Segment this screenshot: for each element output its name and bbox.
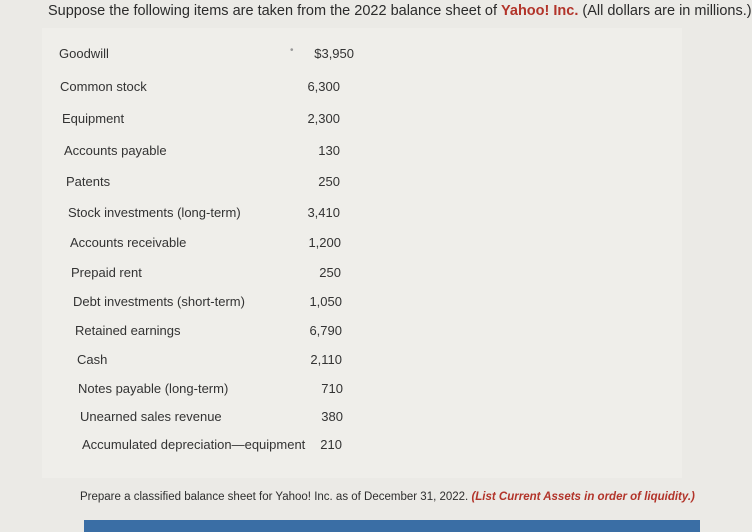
item-label-stock-investments: Stock investments (long-term) <box>68 205 241 220</box>
item-amount-accumulated-depreciation: 210 <box>320 437 342 452</box>
item-label-cash: Cash <box>77 352 108 367</box>
item-amount-common-stock: 6,300 <box>307 79 340 94</box>
item-amount-patents: 250 <box>318 174 340 189</box>
item-amount-cash: 2,110 <box>310 352 342 367</box>
item-amount-accounts-payable: 130 <box>318 143 340 158</box>
item-amount-stock-investments: 3,410 <box>307 205 340 220</box>
item-amount-accounts-receivable: 1,200 <box>308 235 341 250</box>
item-label-prepaid-rent: Prepaid rent <box>71 265 142 280</box>
item-label-unearned-revenue: Unearned sales revenue <box>80 409 222 424</box>
item-amount-retained-earnings: 6,790 <box>309 323 342 338</box>
item-label-accounts-receivable: Accounts receivable <box>70 235 187 250</box>
item-label-equipment: Equipment <box>62 111 125 126</box>
item-label-debt-investments: Debt investments (short-term) <box>73 294 245 309</box>
problem-statement <box>48 3 752 19</box>
answer-area-header <box>84 520 700 532</box>
company-name: Yahoo! Inc. <box>501 3 579 19</box>
item-label-notes-payable: Notes payable (long-term) <box>78 381 229 396</box>
item-label-goodwill: Goodwill <box>59 46 109 61</box>
item-amount-prepaid-rent: 250 <box>319 265 341 280</box>
intro-text: Suppose the following items are taken from the 2022 balance sheet of <box>48 3 502 19</box>
item-amount-debt-investments: 1,050 <box>309 294 342 309</box>
item-amount-notes-payable: 710 <box>321 381 343 396</box>
item-amount-unearned-revenue: 380 <box>321 409 343 424</box>
instructions <box>80 491 695 503</box>
dot-mark: • <box>290 45 294 56</box>
instructions-emphasis: (List Current Assets in order of liquidity.) <box>471 491 695 503</box>
item-label-common-stock: Common stock <box>60 79 147 94</box>
intro-note: (All dollars are in millions.) <box>578 3 752 19</box>
item-label-accumulated-depreciation: Accumulated depreciation—equipment <box>82 437 306 452</box>
item-amount-goodwill: $3,950 <box>314 46 354 61</box>
item-label-retained-earnings: Retained earnings <box>75 323 181 338</box>
item-label-patents: Patents <box>66 174 111 189</box>
item-amount-equipment: 2,300 <box>307 111 340 126</box>
item-label-accounts-payable: Accounts payable <box>64 143 167 158</box>
instructions-text: Prepare a classified balance sheet for Yahoo! Inc. as of December 31, 2022. <box>80 491 472 503</box>
